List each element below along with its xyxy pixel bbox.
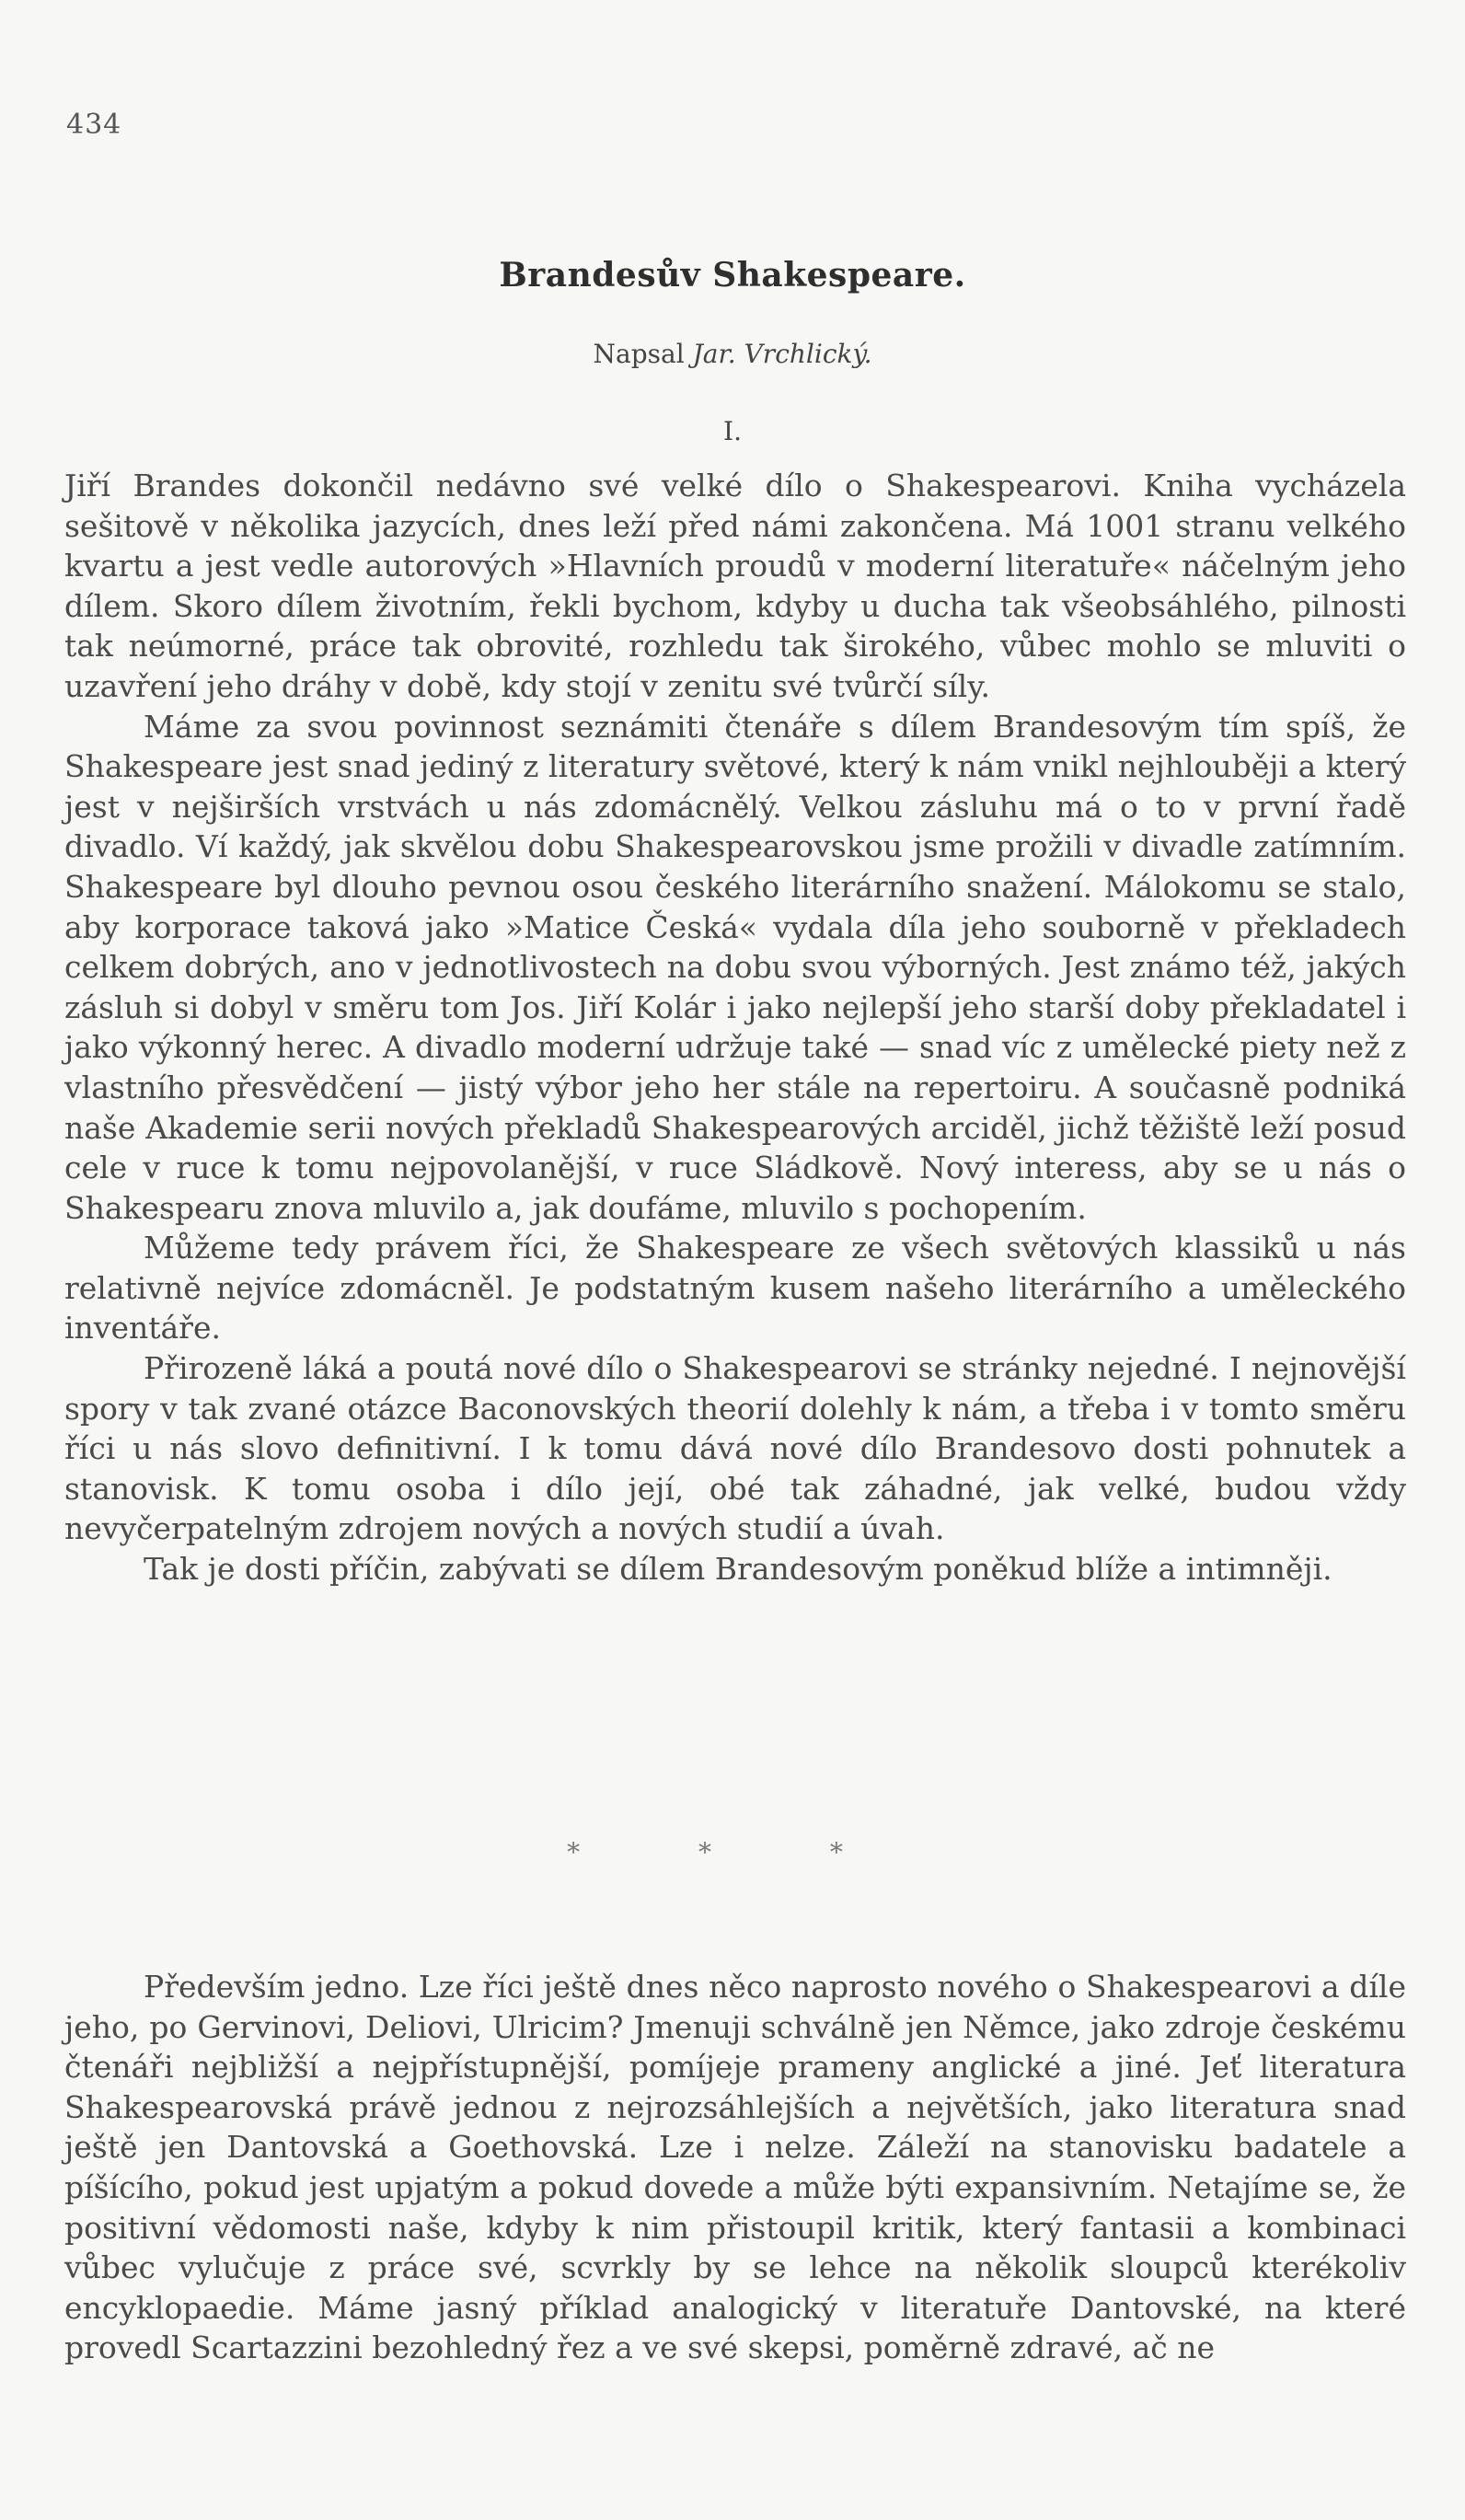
byline-prefix: Napsal: [593, 339, 685, 369]
paragraph: Tak je dosti příčin, zabývati se dílem Brandesovým poněkud blíže a intimněji.: [144, 1551, 1332, 1588]
paragraph: Máme za svou povinnost seznámiti čtenáře s dílem Brandesovým tím spíš, že Shakespeare jest snad jediný z literatury světové, který k nám vnikl nejhlouběji a který jest v nejširších vrstvách u nás zdomácnělý. Velkou zásluhu má o to v první řadě divadlo. Ví každý, jak skvělou dobu Shakespearovskou jsme prožili v divadle zatímním. Shakespeare byl dlouho pevnou osou českého literárního snažení. Málokomu se stalo, aby korporace taková jako »Matice Česká« vydala díla jeho souborně v překladech celkem dobrých, ano v jednotlivostech na dobu svou výborných. Jest známo též, jakých zásluh si dobyl v směru tom Jos. Jiří Kolár i jako nejlepší jeho starší doby překladatel i jako výkonný herec. A divadlo moderní udržuje také — snad víc z umělecké piety než z vlastního přesvědčení — jistý výbor jeho her stále na repertoiru. A současně podniká naše Akademie serii nových překladů Shakespearových arciděl, jichž těžiště leží posud cele v ruce k tomu nejpovolanější, v ruce Sládkově. Nový interess, aby se u nás o Shakespearu znova mluvilo a, jak doufáme, mluvilo s pochopením.: [64, 708, 1406, 1226]
body-text-part-2: [64, 1967, 1406, 2368]
page-number: 434: [66, 109, 122, 141]
section-number: I.: [723, 416, 742, 446]
article-byline: [0, 339, 1465, 369]
paragraph: Přirozeně láká a poutá nové dílo o Shakespearovi se stránky nejedné. I nejnovější spory v tak zvané otázce Baconovských theorií dolehly k nám, a třeba i v tomto směru říci u nás slovo definitivní. I k tomu dává nové dílo Brandesovo dosti pohnutek a stanovisk. K tomu osoba i dílo její, obé tak záhadné, jak velké, budou vždy nevyčerpatelným zdrojem nových a nových studií a úvah.: [64, 1350, 1406, 1547]
section-separator: * * *: [567, 1837, 898, 1867]
paragraph: Jiří Brandes dokončil nedávno své velké dílo o Shakespearovi. Kniha vycházela sešitově v několika jazycích, dnes leží před námi zakončena. Má 1001 stranu velkého kvartu a jest vedle autorových »Hlavních proudů v moderní literatuře« náčelným jeho dílem. Skoro dílem životním, řekli bychom, kdyby u ducha tak všeobsáhlého, pilnosti tak neúmorné, práce tak obrovité, rozhledu tak širokého, vůbec mohlo se mluviti o uzavření jeho dráhy v době, kdy stojí v zenitu své tvůrčí síly.: [64, 468, 1406, 704]
paragraph: Můžeme tedy právem říci, že Shakespeare ze všech světových klassiků u nás relativně nejvíce zdomácněl. Je podstatným kusem našeho literárního a uměleckého inventáře.: [64, 1230, 1406, 1347]
article-title: Brandesův Shakespeare.: [499, 256, 966, 295]
author-name: Jar. Vrchlický.: [692, 339, 872, 369]
paragraph: Především jedno. Lze říci ještě dnes něco naprosto nového o Shakespearovi a díle jeho, po Gervinovi, Deliovi, Ulricim? Jmenuji schválně jen Němce, jako zdroje českému čtenáři nejbližší a nejpřístupnější, pomíjeje prameny anglické a jiné. Jeť literatura Shakespearovská právě jednou z nejrozsáhlejších a největších, jako literatura snad ještě jen Dantovská a Goethovská. Lze i nelze. Záleží na stanovisku badatele a píšícího, pokud jest upjatým a pokud dovede a může býti expansivním. Netajíme se, že positivní vědomosti naše, kdyby k nim přistoupil kritik, který fantasii a kombinaci vůbec vylučuje z práce své, scvrkly by se lehce na několik sloupců kterékoliv encyklopaedie. Máme jasný příklad analogický v literatuře Dantovské, na které provedl Scartazzini bezohledný řez a ve své skepsi, poměrně zdravé, ač ne: [64, 1969, 1406, 2366]
body-text-part-1: [64, 466, 1406, 1589]
